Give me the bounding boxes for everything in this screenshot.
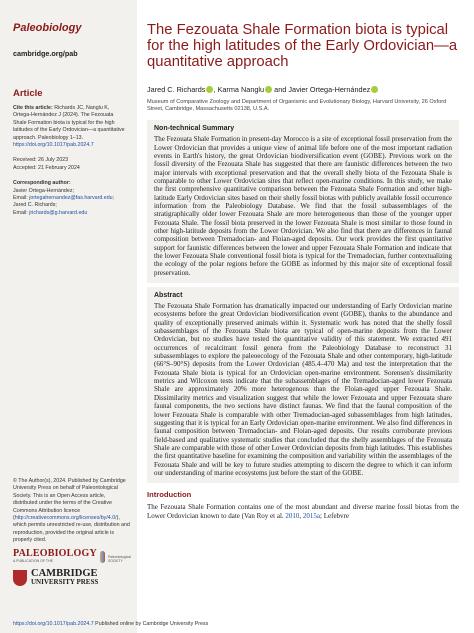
affiliation: Museum of Comparative Zoology and Department of Organismic and Evolutionary Biology, Harvard University, 26 Oxford Street, Cambridge, Massachusetts 02138, U.S.A. (147, 98, 447, 112)
author-1: Jared C. Richards (147, 84, 206, 94)
cambridge-line-1: CAMBRIDGE (31, 568, 98, 579)
corr-label: Corresponding author: (13, 180, 71, 187)
corr-email-1[interactable]: jortegahernandez@fas.harvard.edu; (29, 195, 115, 202)
introduction-heading: Introduction (147, 490, 192, 500)
cambridge-line-2: UNIVERSITY PRESS (31, 578, 99, 586)
license-notice (13, 478, 131, 545)
cite-doi-link[interactable]: https://doi.org/10.1017/pab.2024.7 (13, 142, 94, 149)
page-footer (13, 621, 463, 627)
cambridge-shield-icon (13, 570, 27, 586)
sidebar (0, 0, 137, 633)
society-line-1: Paleontological (108, 555, 131, 559)
intro-text-a: The Fezouata Shale Formation contains one of the most abundant and diverse marine fossil biotas from the Lower Ordovician known to date (Van Roy et al. (147, 503, 459, 520)
cite-label: Cite this article: (13, 105, 53, 111)
nontech-text: The Fezouata Shale Formation in present-day Morocco is a site of exceptional fossil preservation from the Lower Ordovician that provides a unique view of animal life before one of the most important radiation events in Earth's history, the great Ordovician biodiversification event (GOBE). Previous work on the fossil diversity of the Fezouata Shale has suggested that there are faunistic differences between the two major intervals with exceptional preservation and that the overall shelly biota of the Fezouata Shale is comparable to other Lower Ordovician sites that reflect open-marine conditions. In this study, we make the first comprehensive quantitative comparison between the Fezouata Shale Formation and other high-latitude Early Ordovician sites based on their shelly fossil biotas with publicly available fossil occurrence information from the Paleobiology Database. We find that the fossil subassemblages of the stratigraphically older lower Fezouata Shale are more heterogeneous than those of the younger upper Fezouata Shale. The fossil biota preserved in the lower Fezouata Shale is most similar to those found in other high-latitude deposits from the Lower Ordovician. We also find that there are differences in faunal composition between Tremadocian- and Floian-aged deposits. Our work provides the first quantitative support for faunistic differences between the lower and upper Fezouata Shale Formation and indicate that the lower Fezouata Shale conventional fossil biota is typical for the Tremadocian, further contextualizing the ecology of the polar regions before the GOBE as informed by this major site of exceptional fossil preservation. (154, 135, 452, 277)
society-line-2: SOCIETY (108, 559, 123, 563)
intro-ref-2[interactable]: 2015a (302, 511, 321, 520)
license-text: © The Author(s), 2024. Published by Cambridge University Press on behalf of Paleontological Society. This is an Open Access article, distributed under the terms of the Creative Commons Attribution licence ( (13, 478, 126, 522)
author-2: Karma Nanglu (217, 84, 265, 94)
corresponding-author (13, 180, 127, 217)
footer-text: Published online by Cambridge University Press (93, 621, 209, 627)
abstract-heading: Abstract (154, 292, 183, 300)
corr-email-2[interactable]: jrichards@g.harvard.edu (29, 209, 88, 216)
orcid-icon[interactable] (206, 86, 213, 93)
author-list: Jared C. Richards , Karma Nanglu and Javier Ortega-Hernández (147, 85, 459, 94)
abstract-text: The Fezouata Shale Formation has dramatically impacted our understanding of Early Ordovician marine ecosystems before the great Ordovician biodiversification event (GOBE), thanks to the abundance and quality of exceptionally preserved animals within it. Systematic work has noted that the shelly fossil subassemblages of the Fezouata Shale biota are typical of open-marine deposits from the Lower Ordovician, but no studies have tested the quantitative validity of this statement. We extracted 491 occurrences of recalcitrant fossil genera from the Paleobiology Database to reconstruct 31 subassemblages to explore the paleoecology of the Fezouata Shale and other contemporary, high-latitude (66°S–90°S) deposits from the Lower Ordovician (485.4–470 Ma) and test the interpretation that the Fezouata Shale biota is typical for an Ordovician open-marine environment. Sorensen's dissimilarity metrics and Wilcoxon tests indicate that the subassemblages of the Tremadocian-aged lower Fezouata Shale are approximately 20% more heterogenous than the Floian-aged upper Fezouata Shale. Dissimilarity metrics and visualization suggest that while the lower Fezouata and upper Fezouata share faunal components, the two sections have distinct faunas. We find that the faunal composition of the lower Fezouata Shale is comparable with other Tremadocian-aged subassemblages from high latitudes, suggesting that it is typical for an Early Ordovician open-marine environment. We also find differences in faunal composition between Tremadocian- and Floian-aged deposits. Our results corroborate previous field-based and qualitative systematic studies that concluded that the shelly assemblages of the Fezouata Shale are comparable with those of other Lower Ordovician deposits from high latitudes. This establishes the first quantitative baseline for examining the composition and variability within the assemblages of the Fezouata Shale and will be key to future studies attempting to discern the degree to which it can inform our understanding of marine ecosystems just before the start of the GOBE. (154, 302, 452, 477)
corr-email-label-2: Email: (13, 209, 28, 216)
introduction-text (147, 503, 459, 520)
author-3: and Javier Ortega-Hernández (274, 84, 371, 94)
cite-text: Richards JC, Nanglu K, Ortega-Hernández J (2024). The Fezouata Shale Formation biota is typical for the high latitudes of the Early Ordovician—a quantitative approach. Paleobiology 1–13. (13, 105, 125, 141)
citation (13, 105, 127, 149)
society-text (108, 555, 131, 563)
accepted-date: Accepted: 21 February 2024 (13, 164, 80, 171)
footer-doi-link[interactable]: https://doi.org/10.1017/pab.2024.7 (13, 621, 94, 627)
orcid-icon[interactable] (265, 86, 272, 93)
abstract (147, 287, 459, 483)
received-date: Received: 26 July 2023 (13, 157, 69, 164)
corr-name-1: Javier Ortega-Hernández; (13, 187, 74, 194)
paleontological-society-icon (100, 551, 105, 563)
dates (13, 157, 127, 172)
intro-ref-1[interactable]: 2010 (285, 511, 300, 520)
paleobiology-sub: A PUBLICATION OF THE (13, 559, 53, 563)
paleobiology-logo (13, 548, 131, 563)
journal-name: Paleobiology (13, 22, 82, 34)
license-link[interactable]: http://creativecommons.org/licenses/by/4.0/ (14, 515, 117, 522)
intro-text-b: , (299, 511, 303, 520)
intro-text-c: ; Lefebvre (320, 511, 349, 520)
article-title: The Fezouata Shale Formation biota is typical for the high latitudes of the Early Ordovician—a quantitative approach (147, 22, 458, 71)
orcid-icon[interactable] (371, 86, 378, 93)
article-type: Article (13, 88, 43, 99)
paleobiology-wordmark: PALEOBIOLOGY (13, 548, 97, 559)
journal-url[interactable]: cambridge.org/pab (13, 49, 78, 58)
corr-email-label-1: Email: (13, 195, 28, 202)
main-content (147, 22, 459, 520)
license-text-end: ), which permits unrestricted re-use, distribution and reproduction, provided the original article is properly cited. (13, 515, 130, 544)
nontech-heading: Non-technical Summary (154, 125, 235, 133)
publisher-logos (13, 548, 131, 587)
cambridge-logo (13, 569, 131, 587)
non-technical-summary (147, 120, 459, 283)
corr-name-2: Jared C. Richards; (13, 202, 57, 209)
